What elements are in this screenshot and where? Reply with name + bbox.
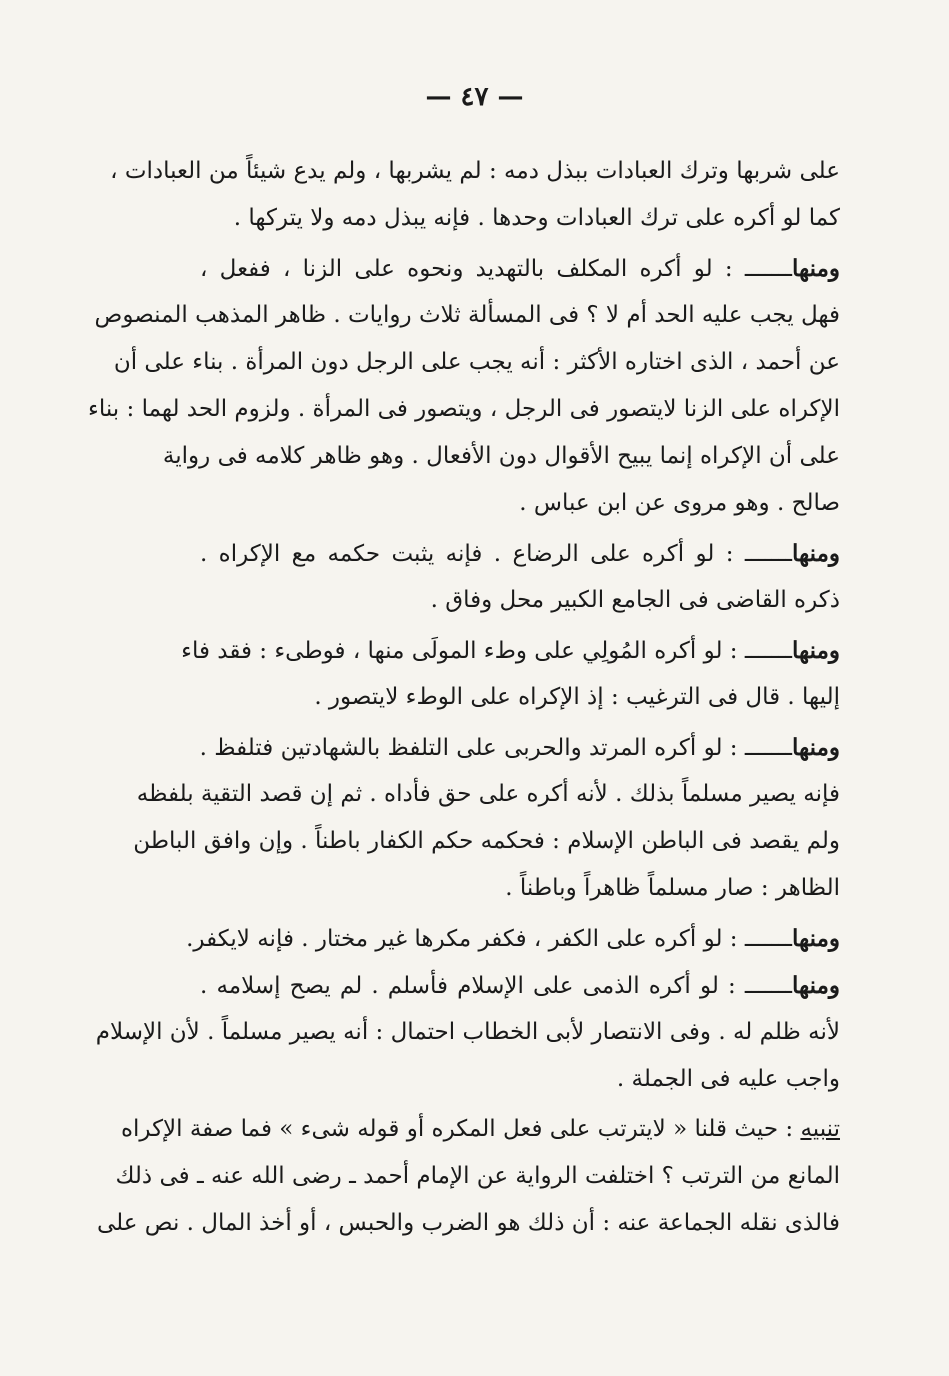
text-line xyxy=(96,1200,840,1247)
line-text: الظاهر : صار مسلماً ظاهراً وباطناً . xyxy=(505,875,840,901)
text-line xyxy=(133,818,840,865)
line-text: : حيث قلنا « لايترتب على فعل المكره أو قوله شىء » فما صفة الإكراه xyxy=(120,1116,801,1142)
text-line xyxy=(200,865,840,912)
text-line xyxy=(200,530,840,577)
line-text: : لو أكره المكلف بالتهديد ونحوه على الزنا ، ففعل ، xyxy=(200,256,745,282)
line-text: الإكراه على الزنا لايتصور فى الرجل ، ويتصور فى المرأة . ولزوم الحد لهما : بناء xyxy=(88,396,840,422)
keyword: ومنها ـــــــ xyxy=(745,540,840,567)
line-text: : لو أكره المرتد والحربى على التلفظ بالشهادتين فتلفظ . xyxy=(199,735,745,761)
line-text: : لو أكره على الرضاع . فإنه يثبت حكمه مع الإكراه . xyxy=(200,541,745,567)
line-text: : لو أكره على الكفر ، فكفر مكرها غير مختار . فإنه لايكفر. xyxy=(186,926,745,952)
line-text: كما لو أكره على ترك العبادات وحدها . فإنه يبذل دمه ولا يتركها . xyxy=(233,205,840,231)
text-line xyxy=(200,195,840,242)
text-line xyxy=(162,433,840,480)
text-line xyxy=(120,1106,840,1153)
text-line xyxy=(200,577,840,624)
text-line xyxy=(200,674,840,721)
line-text: المانع من الترتب ؟ اختلفت الرواية عن الإمام أحمد ـ رضى الله عنه ـ فى ذلك xyxy=(115,1163,840,1189)
line-text: : لو أكره المُولِي على وطء المولَى منها ، فوطىء : فقد فاء xyxy=(181,638,745,664)
text-line xyxy=(88,386,840,433)
keyword: ومنها ـــــــ xyxy=(745,925,840,952)
line-text: على أن الإكراه إنما يبيح الأقوال دون الأفعال . وهو ظاهر كلامه فى رواية xyxy=(162,443,840,469)
keyword: ومنها ـــــــ xyxy=(745,637,840,664)
text-line xyxy=(200,480,840,527)
keyword: ومنها ـــــــ xyxy=(745,972,840,999)
line-text: : لو أكره الذمى على الإسلام فأسلم . لم يصح إسلامه . xyxy=(200,973,745,999)
text-line xyxy=(181,627,840,674)
page-number: — ٤٧ — xyxy=(425,82,524,112)
text-line xyxy=(200,962,840,1009)
line-text: على شربها وترك العبادات ببذل دمه : لم يشربها ، ولم يدع شيئاً من العبادات ، xyxy=(110,158,840,184)
text-line xyxy=(110,148,840,195)
line-text: فالذى نقله الجماعة عنه : أن ذلك هو الضرب والحبس ، أو أخذ المال . نص على xyxy=(96,1210,840,1236)
line-text: فإنه يصير مسلماً بذلك . لأنه أكره على حق فأداه . ثم إن قصد التقية بلفظه xyxy=(136,781,840,807)
text-line xyxy=(186,915,840,962)
text-line xyxy=(200,724,840,771)
line-text: واجب عليه فى الجملة . xyxy=(616,1066,840,1092)
text-line xyxy=(200,1056,840,1103)
text-line xyxy=(200,245,840,292)
line-text: ذكره القاضى فى الجامع الكبير محل وفاق . xyxy=(430,587,840,613)
keyword: ومنها ـــــــ xyxy=(745,255,840,282)
text-line xyxy=(94,292,840,339)
line-text: عن أحمد ، الذى اختاره الأكثر : أنه يجب على الرجل دون المرأة . بناء على أن xyxy=(113,349,840,375)
body-text xyxy=(88,148,840,1247)
line-text: لأنه ظلم له . وفى الانتصار لأبى الخطاب احتمال : أنه يصير مسلماً . لأن الإسلام xyxy=(95,1019,840,1045)
line-text: ولم يقصد فى الباطن الإسلام : فحكمه حكم الكفار باطناً . وإن وافق الباطن xyxy=(133,828,840,854)
line-text: صالح . وهو مروى عن ابن عباس . xyxy=(519,490,840,516)
text-line xyxy=(113,339,840,386)
keyword: ومنها ـــــــ xyxy=(745,734,840,761)
tanbih-label: تنبيه xyxy=(800,1116,840,1142)
text-line xyxy=(115,1153,840,1200)
text-line xyxy=(136,771,840,818)
line-text: إليها . قال فى الترغيب : إذ الإكراه على الوطء لايتصور . xyxy=(314,684,840,710)
line-text: فهل يجب عليه الحد أم لا ؟ فى المسألة ثلاث روايات . ظاهر المذهب المنصوص xyxy=(94,302,840,328)
text-line xyxy=(95,1009,840,1056)
